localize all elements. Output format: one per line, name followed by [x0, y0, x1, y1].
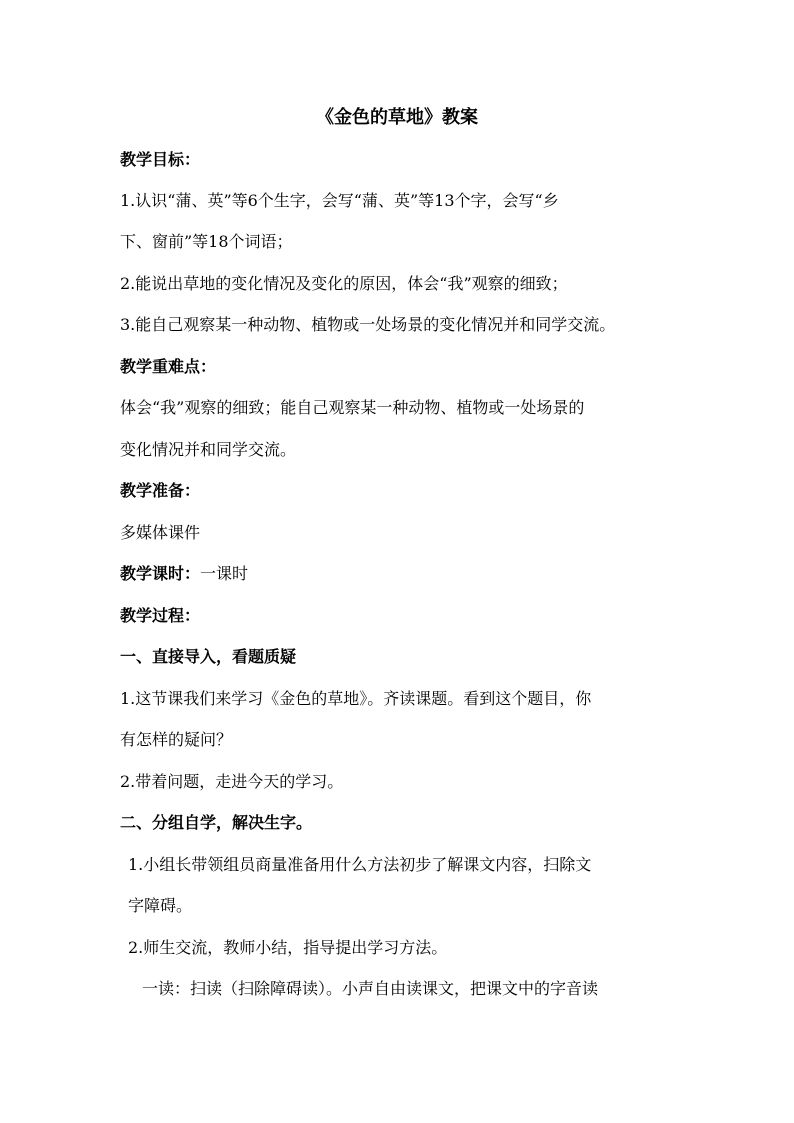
objective-item-1-line-1: 1.认识“蒲、英”等6个生字，会写“蒲、英”等13个字，会写“乡 [120, 191, 559, 210]
duration-row [120, 562, 248, 586]
objective-item-3: 3.能自己观察某一种动物、植物或一处场景的变化情况并和同学交流。 [120, 315, 616, 334]
duration-content: 一课时 [200, 564, 249, 583]
section-1-item-1-line-2: 有怎样的疑问？ [120, 730, 233, 749]
section-1-item-1-line-1: 1.这节课我们来学习《金色的草地》。齐读课题。看到这个题目，你 [120, 689, 592, 708]
section-2-item-2: 2.师生交流，教师小结，指导提出学习方法。 [128, 938, 448, 957]
section-2-item-1-line-2: 字障碍。 [128, 896, 193, 915]
preparation-content: 多媒体课件 [120, 523, 201, 542]
section-2-item-3-line-1: 一读：扫读（扫除障碍读）。小声自由读课文，把课文中的字音读 [142, 979, 599, 998]
duration-heading: 教学课时： [120, 564, 201, 583]
section-1-item-2: 2.带着问题，走进今天的学习。 [120, 772, 344, 791]
key-points-line-1: 体会“我”观察的细致；能自己观察某一种动物、植物或一处场景的 [120, 398, 585, 417]
key-points-heading: 教学重难点： [120, 357, 217, 376]
preparation-heading: 教学准备： [120, 481, 201, 500]
process-heading: 教学过程： [120, 606, 201, 625]
objective-item-2: 2.能说出草地的变化情况及变化的原因，体会“我”观察的细致； [120, 274, 568, 293]
objectives-heading: 教学目标： [120, 150, 201, 169]
section-1-heading: 一、直接导入，看题质疑 [120, 647, 297, 666]
objective-item-1-line-2: 下、窗前”等18个词语； [120, 232, 293, 251]
section-2-item-1-line-1: 1.小组长带领组员商量准备用什么方法初步了解课文内容，扫除文 [128, 855, 592, 874]
document-title: 《金色的草地》教案 [316, 107, 478, 128]
section-2-heading: 二、分组自学，解决生字。 [120, 813, 313, 832]
key-points-line-2: 变化情况并和同学交流。 [120, 440, 297, 459]
